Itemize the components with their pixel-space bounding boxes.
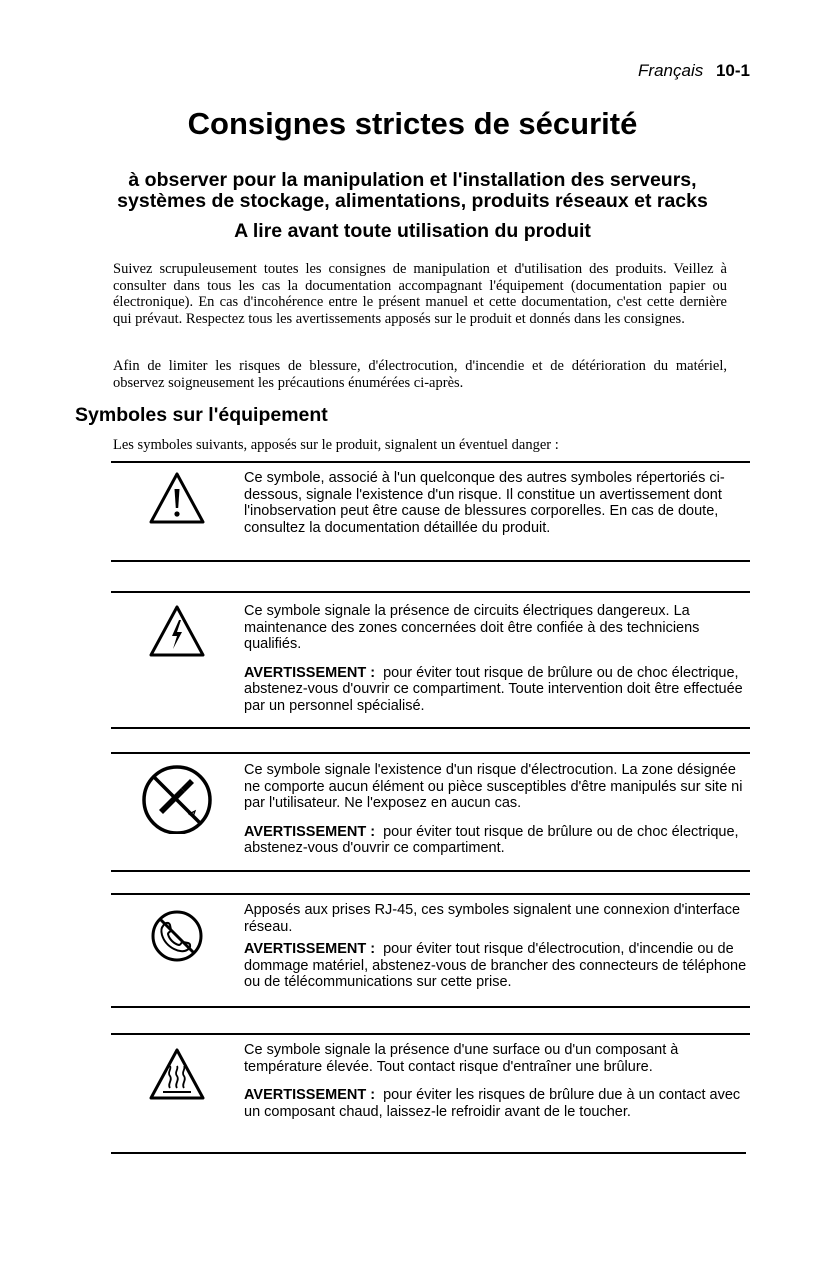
symbol-description-text: Ce symbole signale la présence d'une surface ou d'un composant à température élevée. Tout contact risque d'entraîner une brûlure. [244, 1042, 679, 1075]
no-telephone-icon [141, 908, 213, 980]
symbol-description [244, 603, 751, 715]
warning-text: pour éviter tout risque de brûlure ou de choc électrique, abstenez-vous d'ouvrir ce compartiment. Toute intervention doit être effectuée par un personnel spécialisé. [244, 664, 743, 714]
table-rule [111, 1033, 750, 1035]
warning-label: AVERTISSEMENT : [244, 664, 376, 681]
no-tools-icon [141, 762, 213, 834]
page-number: 10-1 [715, 61, 750, 80]
warning-text: pour éviter les risques de brûlure due à un contact avec un composant chaud, laissez-le refroidir avant de le toucher. [244, 1087, 741, 1120]
header-language: Français [638, 61, 704, 80]
table-rule [111, 870, 750, 872]
warning-label: AVERTISSEMENT : [244, 941, 376, 958]
symbol-description-text: Ce symbole signale la présence de circuits électriques dangereux. La maintenance des zones concernées doit être confiée à des techniciens qualifiés. [244, 603, 700, 653]
table-rule [111, 461, 750, 463]
symbol-description [244, 762, 751, 857]
symbol-warning [244, 1087, 751, 1120]
table-rule [111, 752, 750, 754]
intro-paragraph-2: Afin de limiter les risques de blessure, d'électrocution, d'incendie et de détérioration du matériel, observez soigneusement les précautions énumérées ci-après. [113, 358, 727, 391]
electric-hazard-icon [141, 603, 213, 675]
warning-text: pour éviter tout risque d'électrocution, d'incendie ou de dommage matériel, abstenez-vous de brancher des connecteurs de téléphone ou de télécommunications sur cette prise. [244, 941, 747, 991]
symbol-description [244, 1042, 751, 1120]
section-title: Symboles sur l'équipement [75, 404, 328, 426]
read-first-heading: A lire avant toute utilisation du produit [234, 220, 591, 242]
table-rule [111, 591, 750, 593]
table-rule [111, 1006, 750, 1008]
symbol-warning [244, 941, 751, 991]
subtitle-line-2: systèmes de stockage, alimentations, produits réseaux et racks [117, 190, 708, 212]
symbol-description-text: Apposés aux prises RJ-45, ces symboles signalent une connexion d'interface réseau. [244, 902, 741, 935]
section-intro: Les symboles suivants, apposés sur le produit, signalent un éventuel danger : [113, 437, 559, 453]
table-rule [111, 560, 750, 562]
intro-paragraph-1: Suivez scrupuleusement toutes les consignes de manipulation et d'utilisation des produits. Veillez à consulter dans tous les cas la documentation accompagnant l'équipement (documentation papier ou électronique). En cas d'incohérence entre le présent manuel et cette documentation, c'est cette dernière qui prévaut. Respectez tous les avertissements apposés sur le produit et donnés dans les consignes. [113, 261, 727, 327]
subtitle-line-1: à observer pour la manipulation et l'installation des serveurs, [128, 169, 697, 191]
warning-triangle-icon [141, 470, 213, 542]
table-rule [111, 1152, 746, 1154]
hot-surface-icon [141, 1046, 213, 1118]
symbol-warning [244, 824, 751, 857]
page-header [638, 61, 750, 81]
warning-text: pour éviter tout risque de brûlure ou de choc électrique, abstenez-vous d'ouvrir ce compartiment. [244, 823, 739, 857]
symbol-description-text: Ce symbole signale l'existence d'un risque d'électrocution. La zone désignée ne comporte aucun élément ou pièce susceptibles d'être manipulés sur site ni par l'utilisateur. Ne l'exposez en aucun cas. [244, 762, 743, 812]
warning-label: AVERTISSEMENT : [244, 1087, 376, 1104]
symbol-warning [244, 665, 751, 715]
table-rule [111, 727, 750, 729]
symbol-description [244, 470, 751, 536]
warning-label: AVERTISSEMENT : [244, 823, 376, 840]
symbol-description [244, 902, 751, 991]
table-rule [111, 893, 750, 895]
page-title: Consignes strictes de sécurité [187, 106, 638, 141]
symbol-description-text: Ce symbole, associé à l'un quelconque des autres symboles répertoriés ci-dessous, signale l'existence d'un risque. Il constitue un avertissement dont l'inobservation peut être cause de blessures corporelles. En cas de doute, consultez la documentation détaillée du produit. [244, 470, 725, 536]
page-subtitle [80, 170, 745, 212]
